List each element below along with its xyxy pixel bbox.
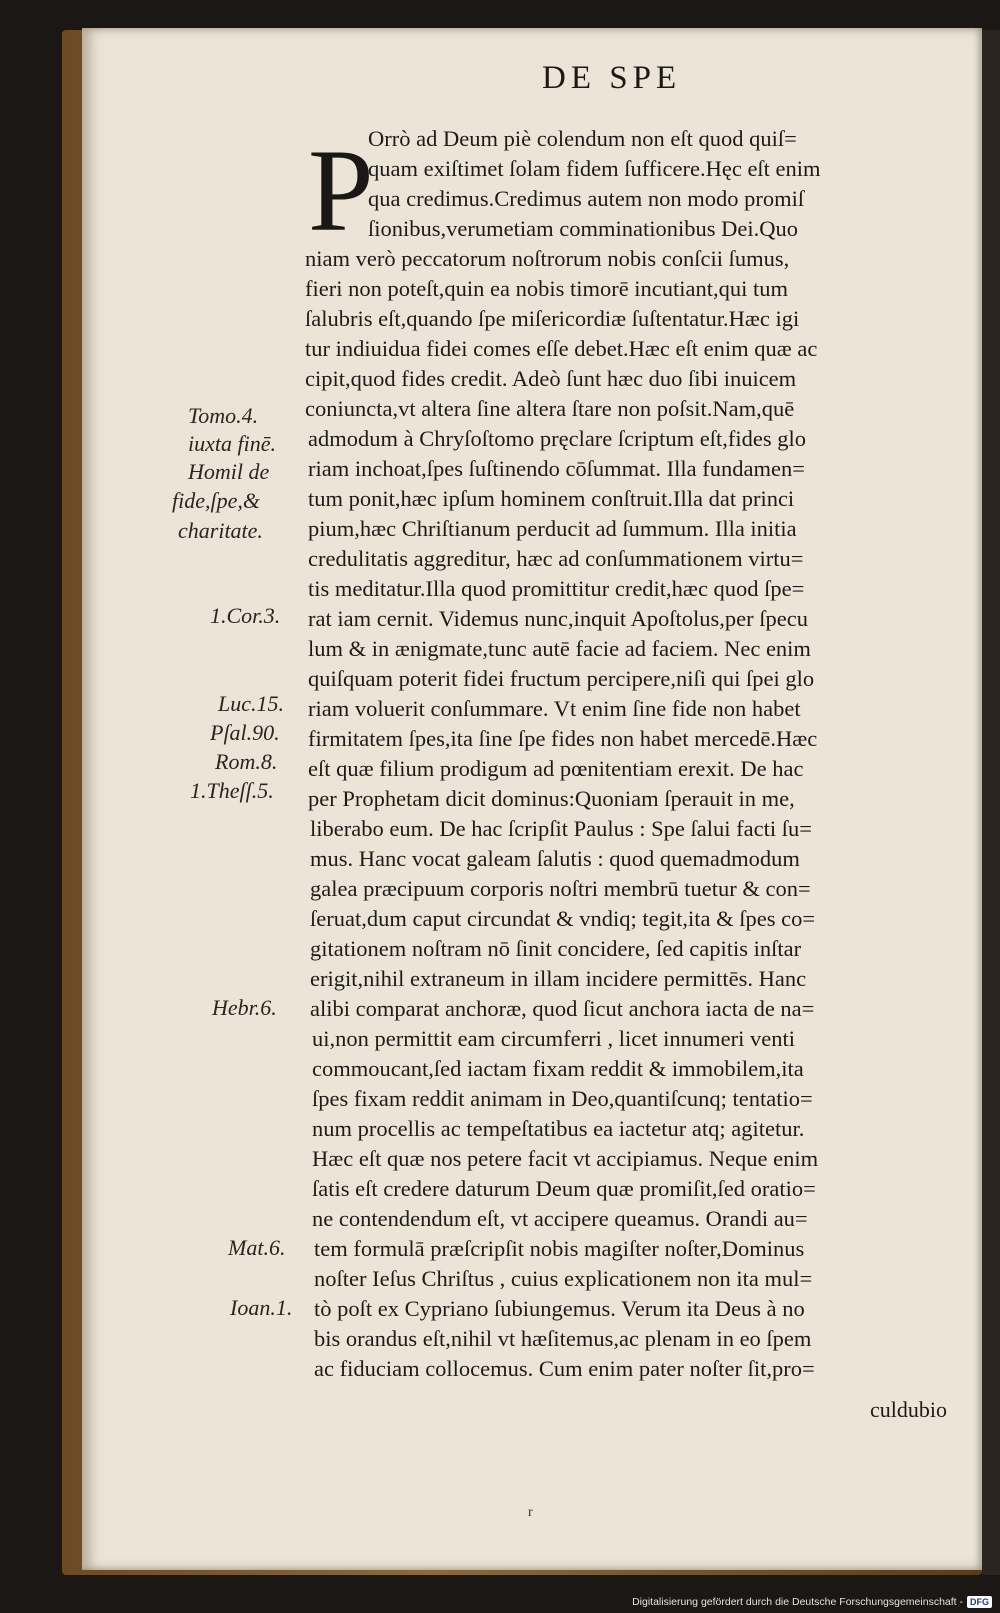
text-line: tem formulā præſcripſit nobis magiſter noſter,Dominus [314, 1236, 805, 1261]
digitization-credit [632, 1596, 992, 1608]
text-line: per Prophetam dicit dominus:Quoniam ſperauit in me, [308, 786, 795, 811]
text-line: firmitatem ſpes,ita ſine ſpe fides non habet mercedē.Hæc [308, 726, 818, 751]
text-line: alibi comparat anchoræ, quod ſicut anchora iacta de na= [310, 996, 815, 1021]
catchword: culdubio [870, 1397, 947, 1422]
text-line: tis meditatur.Illa quod promittitur credit,hæc quod ſpe= [308, 576, 805, 601]
text-line: Orrò ad Deum piè colendum non eſt quod quiſ= [368, 126, 797, 151]
footer-text: Digitalisierung gefördert durch die Deutsche Forschungsgemeinschaft - [632, 1596, 963, 1608]
text-line: num procellis ac tempeſtatibus ea iactetur atq; agitetur. [312, 1116, 805, 1141]
margin-note: charitate. [178, 518, 263, 543]
drop-cap-initial: P [308, 125, 374, 256]
text-line: ne contendendum eſt, vt accipere queamus. Orandi au= [312, 1206, 808, 1231]
dfg-logo-icon: DFG [967, 1596, 992, 1608]
text-line: commoucant,ſed iactam fixam reddit & immobilem,ita [312, 1056, 804, 1081]
text-line: riam inchoat,ſpes ſuſtinendo cōſummat. Illa fundamen= [308, 456, 805, 481]
text-line: eſt quæ filium prodigum ad pœnitentiam erexit. De hac [308, 756, 804, 781]
text-line: lum & in ænigmate,tunc autē facie ad faciem. Nec enim [308, 636, 811, 661]
text-line: ſeruat,dum caput circundat & vndiq; tegit,ita & ſpes co= [310, 906, 816, 931]
signature-mark: r [528, 1505, 533, 1520]
margin-note: Ioan.1. [230, 1295, 293, 1320]
text-line: tò poſt ex Cypriano ſubiungemus. Verum ita Deus à no [314, 1296, 805, 1321]
margin-note: iuxta finē. [188, 431, 276, 456]
text-line: quiſquam poterit fidei fructum percipere,niſi qui ſpei glo [308, 666, 815, 691]
text-line: ſalubris eſt,quando ſpe miſericordiæ ſuſtentatur.Hæc igi [305, 306, 800, 331]
text-line: ui,non permittit eam circumferri , licet innumeri venti [312, 1026, 795, 1051]
running-head: DE SPE [542, 60, 682, 96]
text-line: bis orandus eſt,nihil vt hæſitemus,ac plenam in eo ſpem [314, 1326, 812, 1351]
text-line: qua credimus.Credimus autem non modo promiſ [368, 186, 805, 211]
margin-note: Rom.8. [215, 749, 278, 774]
text-line: admodum à Chryſoſtomo pręclare ſcriptum eſt,fides glo [308, 426, 806, 451]
scan-border [982, 30, 1000, 1575]
margin-note: Luc.15. [218, 691, 284, 716]
text-line: erigit,nihil extraneum in illam incidere permittēs. Hanc [310, 966, 807, 991]
margin-note: Tomo.4. [188, 403, 259, 428]
text-line: quam exiſtimet ſolam fidem ſufficere.Hęc eſt enim [368, 156, 821, 181]
text-line: galea præcipuum corporis noſtri membrū tuetur & con= [310, 876, 811, 901]
margin-note: 1.Theſſ.5. [190, 778, 274, 803]
text-line: tur indiuidua fidei comes eſſe debet.Hæc eſt enim quæ ac [305, 336, 818, 361]
text-line: niam verò peccatorum noſtrorum nobis conſcii ſumus, [305, 246, 790, 271]
text-line: Hæc eſt quæ nos petere facit vt accipiamus. Neque enim [312, 1146, 819, 1171]
text-line: riam voluerit conſummare. Vt enim ſine fide non habet [308, 696, 801, 721]
margin-note: Mat.6. [228, 1235, 286, 1260]
text-line: ac fiduciam collocemus. Cum enim pater noſter ſit,pro= [314, 1356, 815, 1381]
margin-note: 1.Cor.3. [210, 603, 281, 628]
text-line: fieri non poteſt,quin ea nobis timorē incutiant,qui tum [305, 276, 789, 301]
text-line: noſter Ieſus Chriſtus , cuius explicationem non ita mul= [314, 1266, 813, 1291]
text-line: ſionibus,verumetiam comminationibus Dei.Quo [368, 216, 798, 241]
text-line: cipit,quod fides credit. Adeò ſunt hæc duo ſibi inuicem [305, 366, 797, 391]
text-line: gitationem noſtram nō ſinit concidere, ſed capitis inſtar [310, 936, 802, 961]
margin-note: Pſal.90. [210, 720, 280, 745]
text-line: rat iam cernit. Videmus nunc,inquit Apoſtolus,per ſpecu [308, 606, 809, 631]
margin-note: Hebr.6. [212, 995, 277, 1020]
margin-note: Homil de [188, 459, 270, 484]
text-line: credulitatis aggreditur, hæc ad conſummationem virtu= [308, 546, 804, 571]
text-line: pium,hæc Chriſtianum perducit ad ſummum. Illa initia [308, 516, 797, 541]
margin-note: fide,ſpe,& [172, 488, 260, 513]
text-line: mus. Hanc vocat galeam ſalutis : quod quemadmodum [310, 846, 800, 871]
text-line: liberabo eum. De hac ſcripſit Paulus : Spe ſalui facti ſu= [310, 816, 812, 841]
text-line: tum ponit,hæc ipſum hominem conſtruit.Illa dat princi [308, 486, 795, 511]
text-line: coniuncta,vt altera ſine altera ſtare non poſsit.Nam,quē [305, 396, 795, 421]
text-line: ſpes fixam reddit animam in Deo,quantiſcunq; tentatio= [312, 1086, 813, 1111]
text-line: ſatis eſt credere daturum Deum quæ promiſit,ſed oratio= [312, 1176, 816, 1201]
